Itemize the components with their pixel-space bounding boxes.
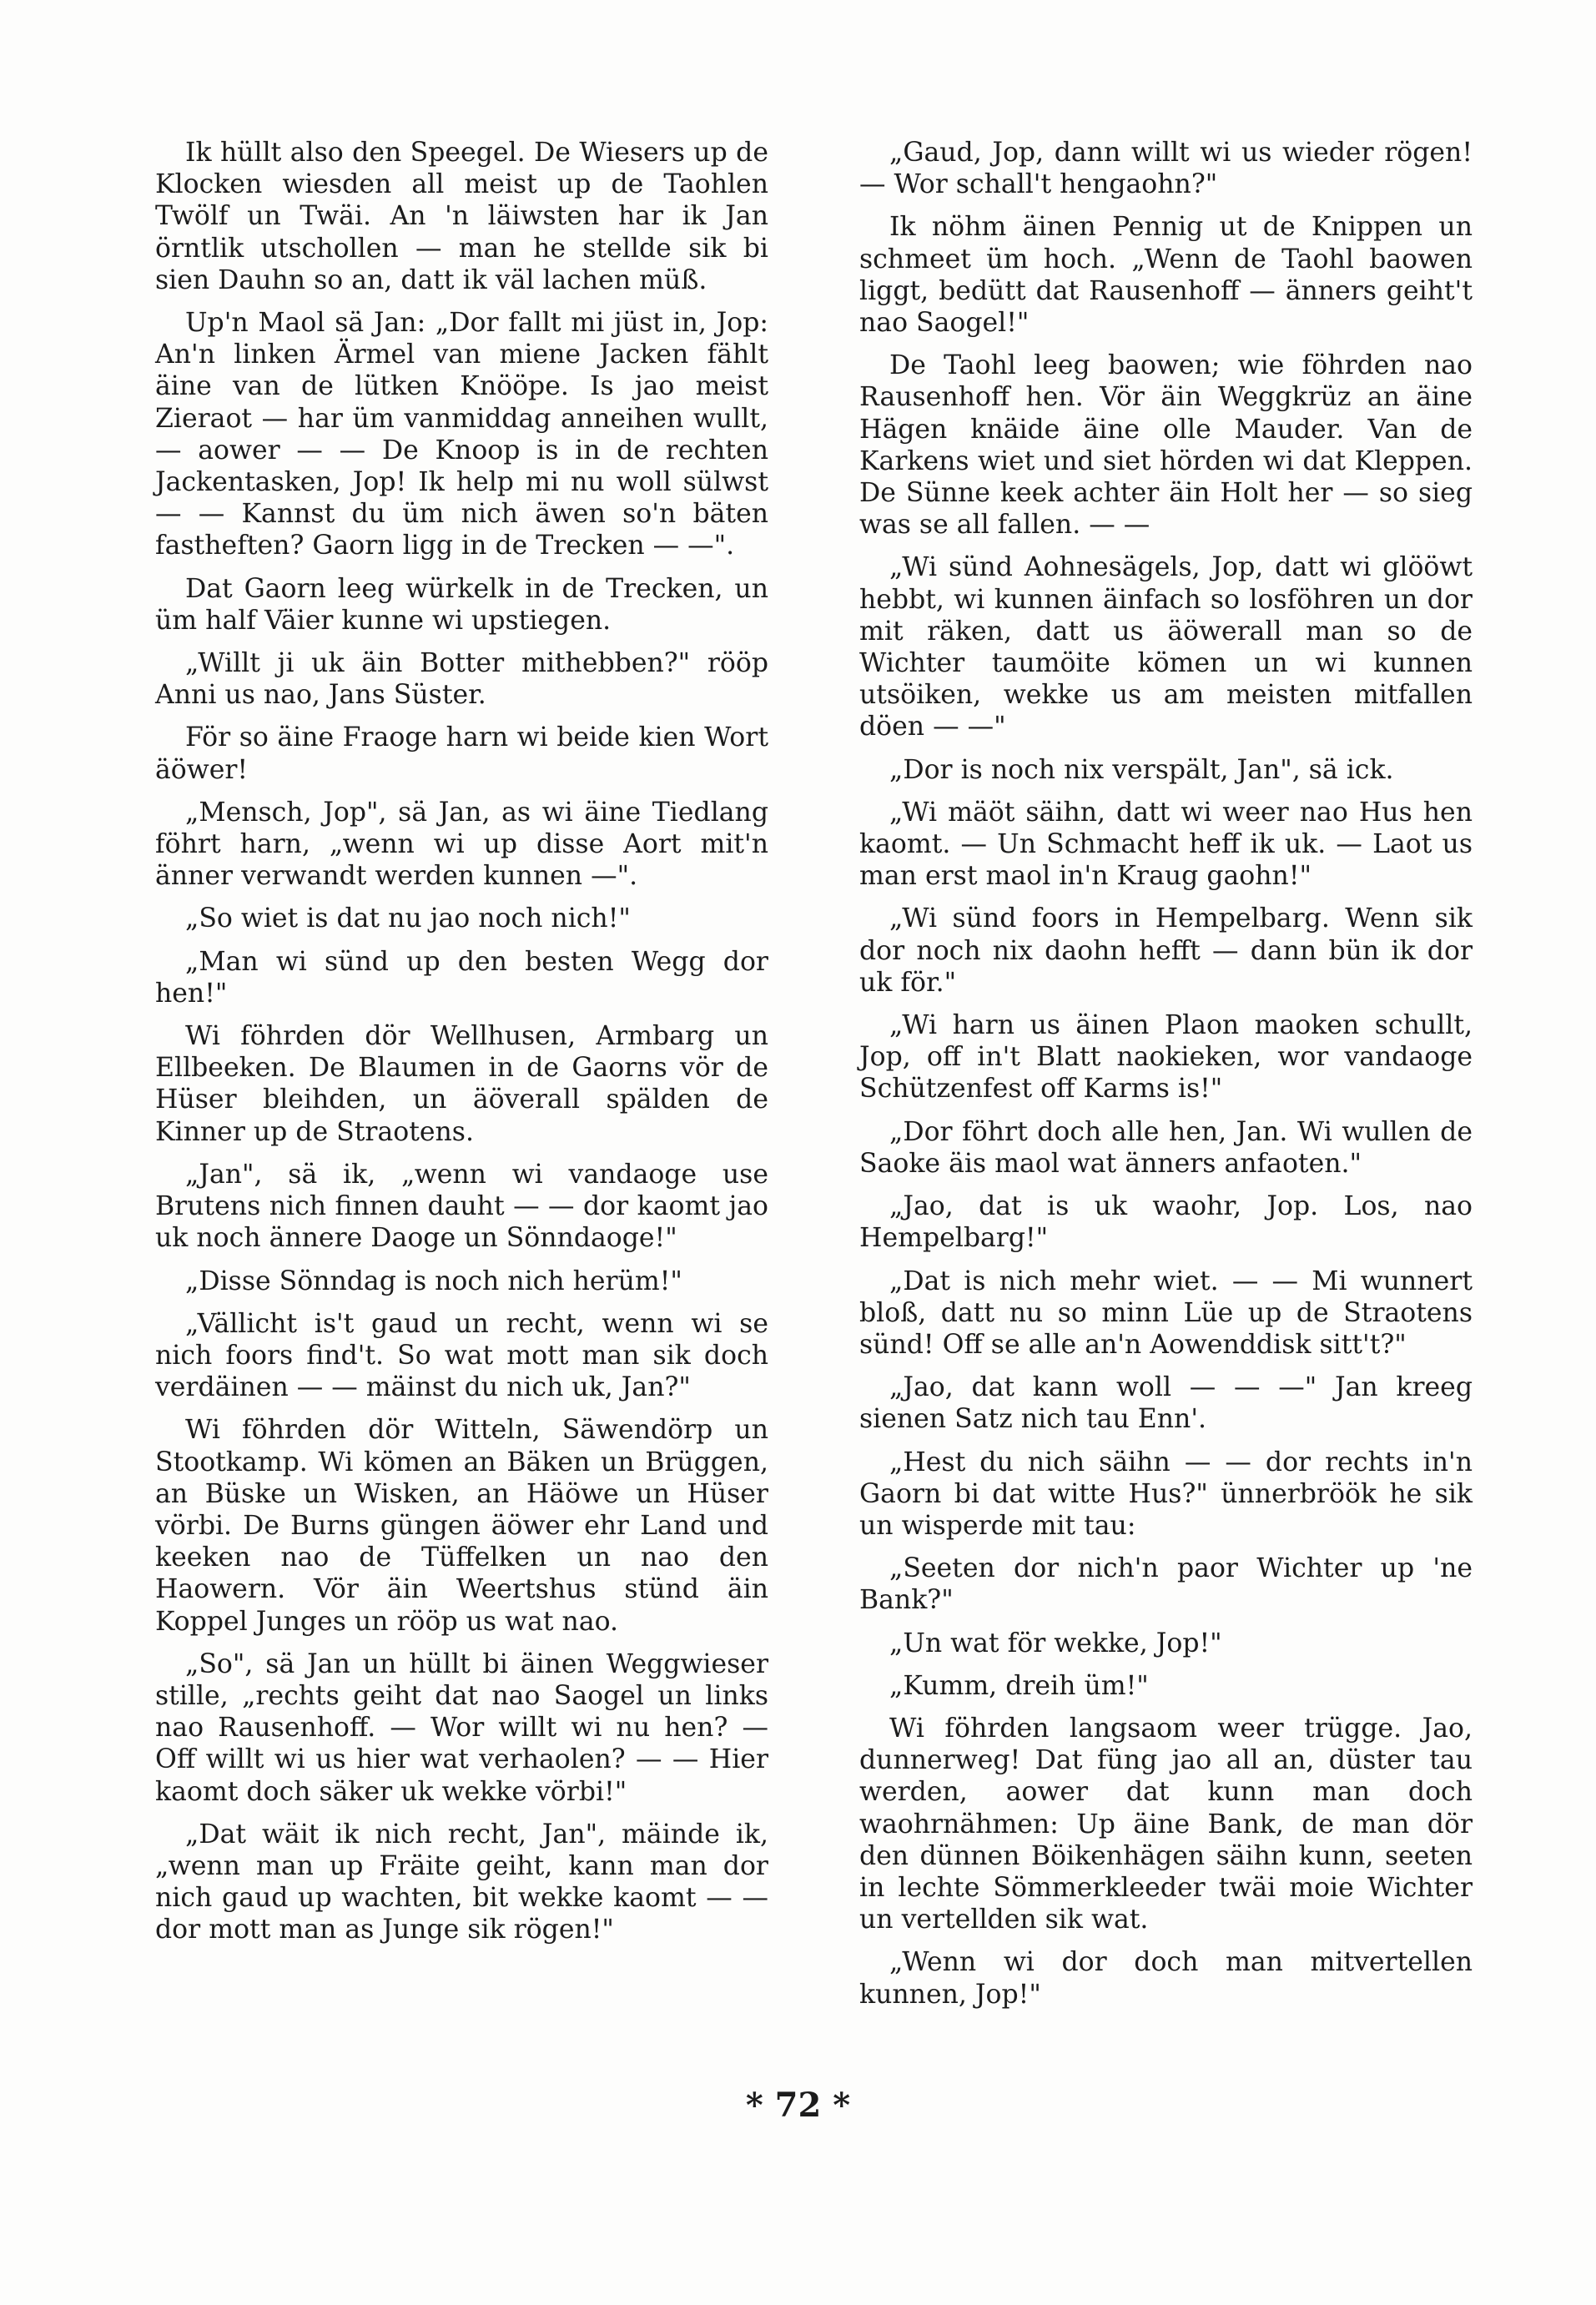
paragraph: „Jao, dat kann woll — — —" Jan kreeg sienen Satz nich tau Enn'.: [859, 1372, 1473, 1435]
paragraph: „Jan", sä ik, „wenn wi vandaoge use Brutens nich finnen dauht — — dor kaomt jao uk noch ännere Daoge un Sönndaoge!": [155, 1159, 768, 1254]
paragraph: Dat Gaorn leeg würkelk in de Trecken, un üm half Väier kunne wi upstiegen.: [155, 573, 768, 636]
page-number: * 72 *: [745, 2086, 851, 2125]
left-text-column: [155, 137, 768, 1957]
paragraph: „So", sä Jan un hüllt bi äinen Weggwieser stille, „rechts geiht dat nao Saogel un links nao Rausenhoff. — Wor willt wi nu hen? — Off willt wi us hier wat verhaolen? — — Hier kaomt doch säker uk wekke vörbi!": [155, 1648, 768, 1807]
paragraph: „Wi harn us äinen Plaon maoken schullt, Jop, off in't Blatt naokieken, wor vandaoge Schützenfest off Karms is!": [859, 1010, 1473, 1105]
right-text-column: [859, 137, 1473, 2021]
paragraph: „Man wi sünd up den besten Wegg dor hen!": [155, 946, 768, 1009]
paragraph: „Dat is nich mehr wiet. — — Mi wunnert bloß, datt nu so minn Lüe up de Straotens sünd! Off se alle an'n Aowenddisk sitt't?": [859, 1266, 1473, 1360]
paragraph: „Gaud, Jop, dann willt wi us wieder rögen! — Wor schall't hengaohn?": [859, 138, 1473, 200]
paragraph: Wi föhrden dör Wellhusen, Armbarg un Ellbeeken. De Blaumen in de Gaorns vör de Hüser bleihden, un äöverall spälden de Kinner up de Straotens.: [155, 1021, 768, 1147]
paragraph: „Wi mäöt säihn, datt wi weer nao Hus hen kaomt. — Un Schmacht heff ik uk. — Laot us man erst maol in'n Kraug gaohn!": [859, 797, 1473, 892]
paragraph: „Willt ji uk äin Botter mithebben?" rööp Anni us nao, Jans Süster.: [155, 648, 768, 711]
paragraph: Wi föhrden langsaom weer trügge. Jao, dunnerweg! Dat füng jao all an, düster tau werden, aower dat kunn man doch waohrnähmen: Up äine Bank, de man dör den dünnen Böikenhägen säihn kunn, seeten in lechte Sömmerkleeder twäi moie Wichter un vertellden sik wat.: [859, 1713, 1473, 1935]
paragraph: „Wenn wi dor doch man mitvertellen kunnen, Jop!": [859, 1947, 1473, 2010]
paragraph: „Kumm, dreih üm!": [889, 1670, 1149, 1701]
paragraph: „Dat wäit ik nich recht, Jan", mäinde ik, „wenn man up Fräite geiht, kann man dor nich gaud up wachten, bit wekke kaomt — — dor mott man as Junge sik rögen!": [155, 1819, 768, 1945]
paragraph: „Un wat för wekke, Jop!": [889, 1628, 1222, 1658]
paragraph: För so äine Fraoge harn wi beide kien Wort äöwer!: [155, 722, 768, 785]
paragraph: Ik hüllt also den Speegel. De Wiesers up de Klocken wiesden all meist up de Taohlen Twölf un Twäi. An 'n läiwsten har ik Jan örntlik utschollen — man he stellde sik bi sien Dauhn so an, datt ik väl lachen müß.: [155, 138, 768, 295]
paragraph: „So wiet is dat nu jao noch nich!": [185, 903, 631, 934]
paragraph: „Vällicht is't gaud un recht, wenn wi se nich foors find't. So wat mott man sik doch verdäinen — — mäinst du nich uk, Jan?": [155, 1308, 768, 1403]
paragraph: „Mensch, Jop", sä Jan, as wi äine Tiedlang föhrt harn, „wenn wi up disse Aort mit'n änner verwandt werden kunnen —".: [155, 797, 768, 892]
paragraph: Up'n Maol sä Jan: „Dor fallt mi jüst in, Jop: An'n linken Ärmel van miene Jacken fählt äine van de lütken Knööpe. Is jao meist Zieraot — har üm vanmiddag anneihen wullt, — aower — — De Knoop is in de rechten Jackentasken, Jop! Ik help mi nu woll sülwst — — Kannst du üm nich äwen so'n bäten fastheften? Gaorn ligg in de Trecken — —".: [155, 308, 768, 561]
paragraph: De Taohl leeg baowen; wie föhrden nao Rausenhoff hen. Vör äin Weggkrüz an äine Hägen knäide äine olle Mauder. Van de Karkens wiet und siet hörden wi dat Kleppen. De Sünne keek achter äin Holt her — so sieg was se all fallen. — —: [859, 350, 1473, 541]
paragraph: Wi föhrden dör Witteln, Säwendörp un Stootkamp. Wi kömen an Bäken un Brüggen, an Büske un Wisken, an Häöwe un Hüser vörbi. De Burns güngen äöwer ehr Land und keeken nao de Tüffelken un nao den Haowern. Vör äin Weertshus stünd äin Koppel Junges un rööp us wat nao.: [155, 1415, 768, 1637]
paragraph: „Jao, dat is uk waohr, Jop. Los, nao Hempelbarg!": [859, 1191, 1473, 1254]
paragraph: „Disse Sönndag is noch nich herüm!": [185, 1266, 682, 1296]
paragraph: „Dor is noch nix verspält, Jan", sä ick.: [889, 754, 1394, 785]
paragraph: „Dor föhrt doch alle hen, Jan. Wi wullen de Saoke äis maol wat änners anfaoten.": [859, 1116, 1473, 1179]
paragraph: „Seeten dor nich'n paor Wichter up 'ne Bank?": [859, 1553, 1473, 1616]
paragraph: „Wi sünd Aohnesägels, Jop, datt wi glööwt hebbt, wi kunnen äinfach so losföhren un dor mit räken, datt us äöwerall man so de Wichter taumöite kömen un wi kunnen utsöiken, wekke us am meisten mitfallen döen — —": [859, 552, 1473, 742]
paragraph: Ik nöhm äinen Pennig ut de Knippen un schmeet üm hoch. „Wenn de Taohl baowen liggt, bedütt dat Rausenhoff — änners geiht't nao Saogel!": [859, 212, 1473, 339]
paragraph: „Hest du nich säihn — — dor rechts in'n Gaorn bi dat witte Hus?" ünnerbröök he sik un wisperde mit tau:: [859, 1447, 1473, 1541]
paragraph: „Wi sünd foors in Hempelbarg. Wenn sik dor noch nix daohn hefft — dann bün ik dor uk för.": [859, 903, 1473, 998]
